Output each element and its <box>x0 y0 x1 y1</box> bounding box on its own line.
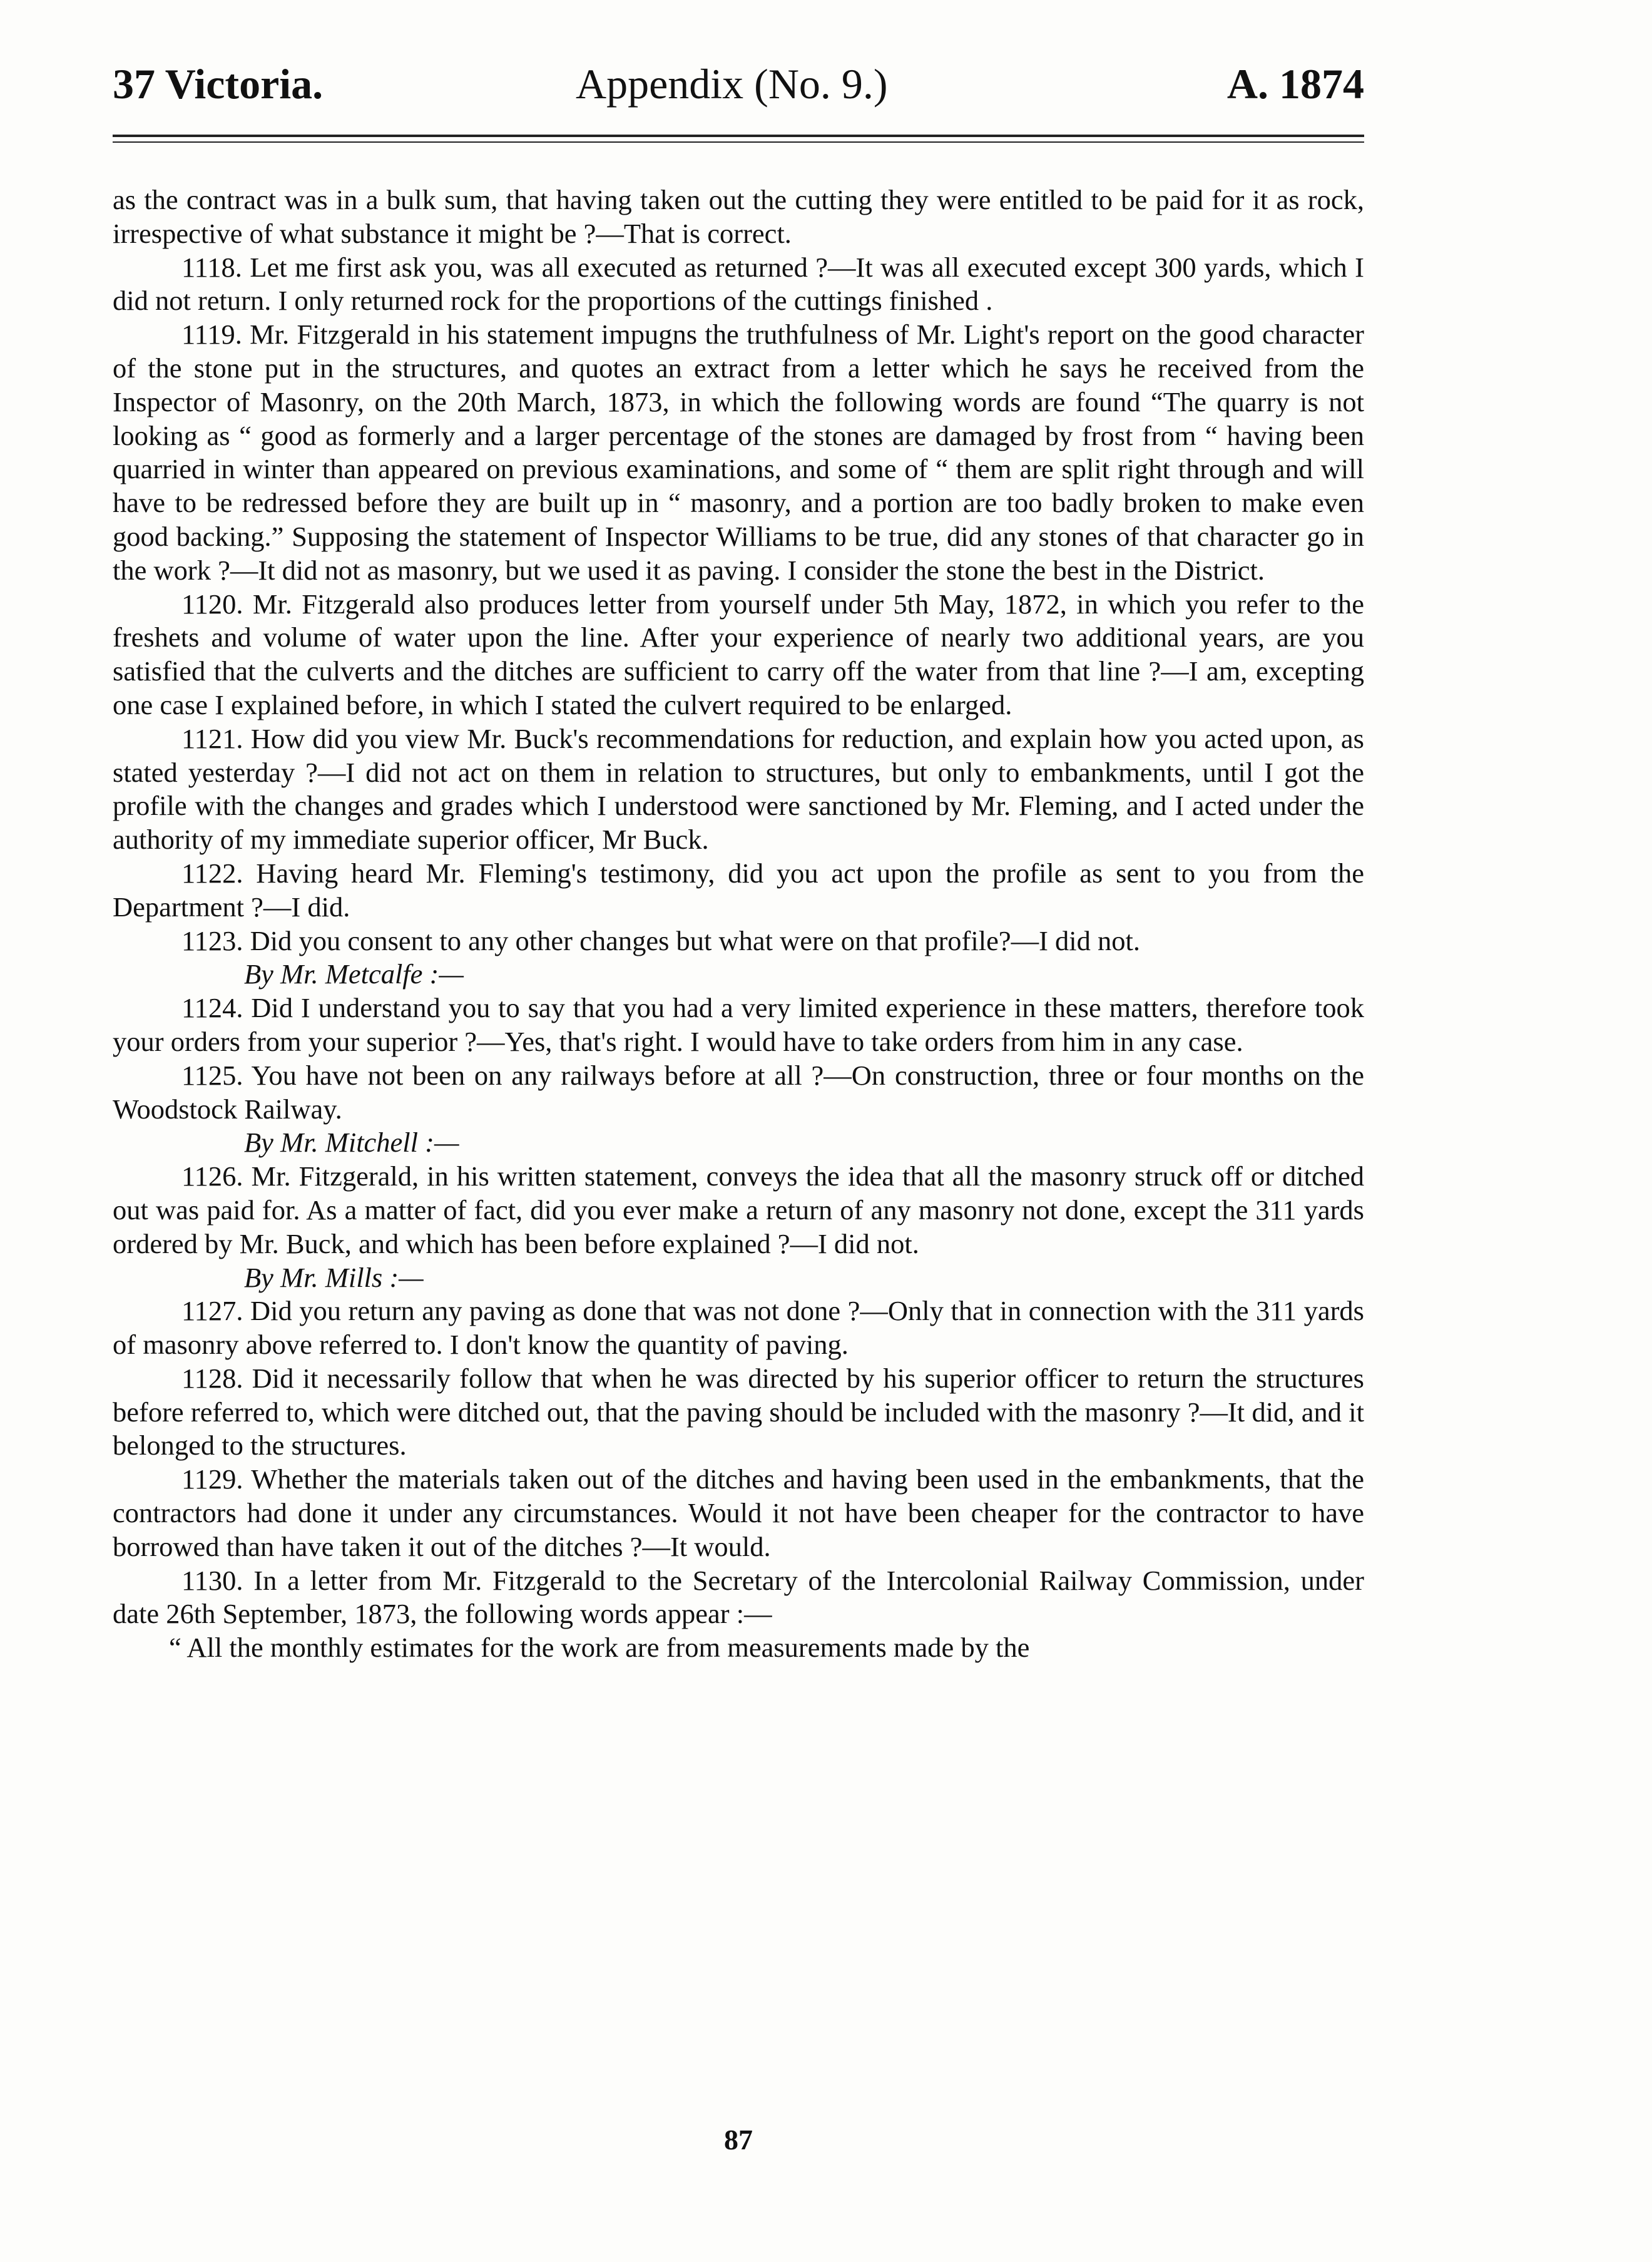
page-header <box>113 59 1364 122</box>
examiner-heading: By Mr. Mitchell :— <box>244 1127 459 1159</box>
question-1126: 1126. Mr. Fitzgerald, in his written statement, conveys the idea that all the masonry struck off or ditched out was paid for. As a matter of fact, did you ever make a return of any masonry not done, except the 311 yards ordered by Mr. Buck, and which has been before explained ?—I did not. <box>113 1160 1364 1259</box>
body-text <box>113 183 1364 1665</box>
examiner-heading: By Mr. Mills :— <box>244 1261 424 1293</box>
question-1127: 1127. Did you return any paving as done that was not done ?—Only that in connection with the 311 yards of masonry above referred to. I don't know the quantity of paving. <box>113 1295 1364 1361</box>
header-appendix: Appendix (No. 9.) <box>576 60 888 108</box>
quotation-start: “ All the monthly estimates for the work are from measurements made by the <box>169 1632 1030 1664</box>
question-1124: 1124. Did I understand you to say that you had a very limited experience in these matters, therefore took your orders from your superior ?—Yes, that's right. I would have to take orders from him in any case. <box>113 992 1364 1057</box>
question-1118: 1118. Let me first ask you, was all executed as returned ?—It was all executed except 300 yards, which I did not return. I only returned rock for the proportions of the cuttings finished . <box>113 251 1364 317</box>
question-1123: 1123. Did you consent to any other changes but what were on that profile?—I did not. <box>181 924 1140 956</box>
question-1129: 1129. Whether the materials taken out of the ditches and having been used in the embankments, that the contractors had done it under any circumstances. Would it not have been cheaper for the contractor to have borrowed than have taken it out of the ditches ?—It would. <box>113 1463 1364 1562</box>
header-rule <box>113 135 1364 137</box>
question-1130: 1130. In a letter from Mr. Fitzgerald to the Secretary of the Intercolonial Railway Commission, under date 26th September, 1873, the following words appear :— <box>113 1564 1364 1630</box>
header-year: A. 1874 <box>1226 60 1364 108</box>
question-1125: 1125. You have not been on any railways before at all ?—On construction, three or four months on the Woodstock Railway. <box>113 1059 1364 1125</box>
header-rule-thin <box>113 141 1364 143</box>
paragraph-continued: as the contract was in a bulk sum, that having taken out the cutting they were entitled to be paid for it as rock, irrespective of what substance it might be ?—That is correct. <box>113 184 1364 249</box>
question-1121: 1121. How did you view Mr. Buck's recommendations for reduction, and explain how you acted upon, as stated yesterday ?—I did not act on them in relation to structures, but only to embankments, until I got the profile with the changes and grades which I understood were sanctioned by Mr. Fleming, and I acted under the authority of my immediate superior officer, Mr Buck. <box>113 722 1364 856</box>
examiner-heading: By Mr. Metcalfe :— <box>244 958 464 990</box>
page-number: 87 <box>724 2124 753 2156</box>
question-1119: 1119. Mr. Fitzgerald in his statement impugns the truthfulness of Mr. Light's report on the good character of the stone put in the structures, and quotes an extract from a letter which he says he received from the Inspector of Masonry, on the 20th March, 1873, in which the following words are found “The quarry is not looking as “ good as formerly and a larger percentage of the stones are damaged by frost from “ having been quarried in winter than appeared on previous examinations, and some of “ them are split right through and will have to be redressed before they are built up in “ masonry, and a portion are too badly broken to make even good backing.” Supposing the statement of Inspector Williams to be true, did any stones of that character go in the work ?—It did not as masonry, but we used it as paving. I consider the stone the best in the District. <box>113 319 1364 586</box>
question-1120: 1120. Mr. Fitzgerald also produces letter from yourself under 5th May, 1872, in which you refer to the freshets and volume of water upon the line. After your experience of nearly two additional years, are you satisfied that the culverts and the ditches are sufficient to carry off the water from that line ?—I am, excepting one case I explained before, in which I stated the culvert required to be enlarged. <box>113 588 1364 720</box>
header-session: 37 Victoria. <box>113 60 324 108</box>
question-1122: 1122. Having heard Mr. Fleming's testimony, did you act upon the profile as sent to you from the Department ?—I did. <box>113 857 1364 923</box>
question-1128: 1128. Did it necessarily follow that when he was directed by his superior officer to return the structures before referred to, which were ditched out, that the paving should be included with the masonry ?—It did, and it belonged to the structures. <box>113 1362 1364 1461</box>
